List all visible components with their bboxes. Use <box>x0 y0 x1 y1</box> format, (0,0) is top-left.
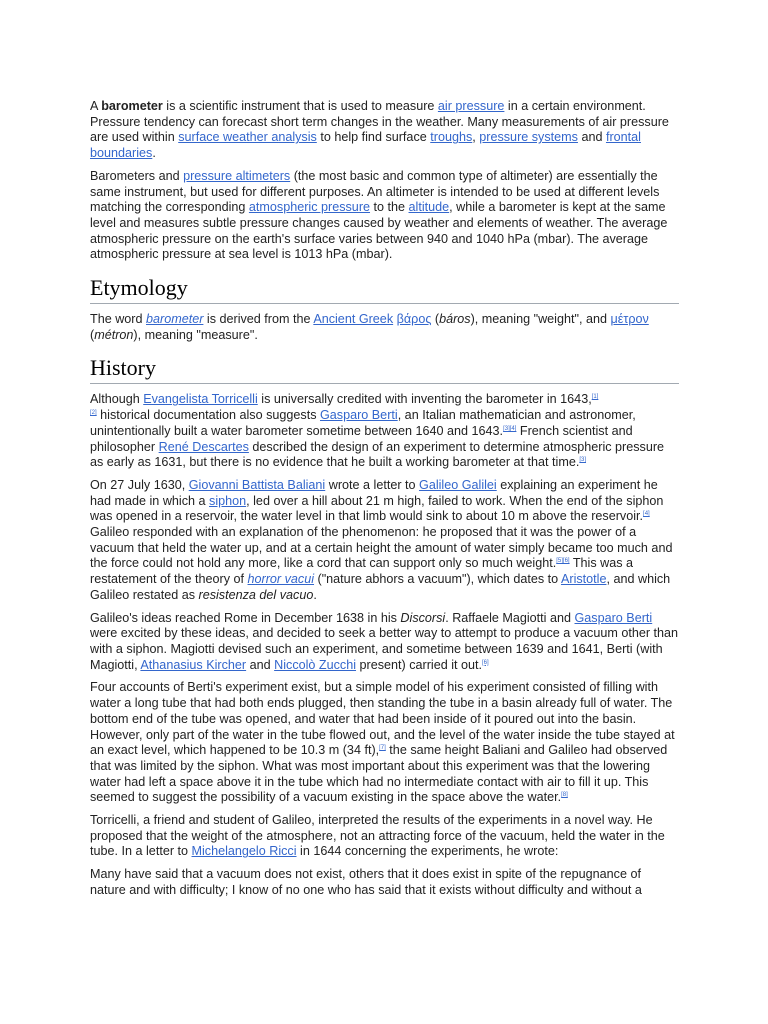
citation-ref <box>90 410 97 416</box>
history-paragraph-4: Four accounts of Berti's experiment exist, but a simple model of his experiment consisted of filling with water a long tube that had both ends plugged, then standing the tube in a basin already full of water. The bottom end of the tube was opened, and water that had been inside of it poured out into the basin. However, only part of the water in the tube flowed out, and the level of the water inside the tube stayed at an exact level, which happened to be 10.3 m (34 ft),[7] the same height Baliani and Galileo had observed that was limited by the siphon. What was most important about this experiment was that the lowering water had left a space above it in the tube which had no intermediate contact with air to fill it up. This seemed to suggest the possibility of a vacuum existing in the space above the water.[8] <box>90 680 675 805</box>
history-paragraph-1: Although Evangelista Torricelli is universally credited with inventing the barometer in 1643,[1] [2] historical documentation also suggests Gasparo Berti, an Italian mathematician and astronomer, unintentionally built a water barometer sometime between 1640 and 1643.[3][4] French scientist and philosopher René Descartes described the design of an experiment to determine atmospheric pressure as early as 1631, but there is no evidence that he built a working barometer at that time.[3] <box>90 392 665 470</box>
etymology-paragraph: The word barometer is derived from the Ancient Greek βάρος (báros), meaning "weight", and μέτρον (métron), meaning "measure". <box>90 312 649 342</box>
heading-etymology: Etymology <box>90 275 679 304</box>
citation-link[interactable]: [4] <box>643 511 650 518</box>
link-evangelista-torricelli[interactable]: Evangelista Torricelli <box>143 392 258 407</box>
link-baros[interactable]: βάρος <box>396 312 432 327</box>
citation-ref <box>561 792 568 798</box>
intro-paragraph-1: A barometer is a scientific instrument that is used to measure air pressure in a certain environment. Pressure tendency can forecast short term changes in the weather. Many measurements of air pressure are used within surface weather analysis to help find surface troughs, pressure systems and frontal boundaries. <box>90 99 669 161</box>
term-resistenza-del-vacuo: resistenza del vacuo <box>198 587 314 602</box>
link-altitude[interactable]: altitude <box>408 200 450 215</box>
citation-link[interactable]: [8] <box>561 792 568 799</box>
link-pressure-altimeters[interactable]: pressure altimeters <box>183 168 291 183</box>
link-surface-weather-analysis[interactable]: surface weather analysis <box>178 130 317 145</box>
history-paragraph-2: On 27 July 1630, Giovanni Battista Baliani wrote a letter to Galileo Galilei explaining an experiment he had made in which a siphon, led over a hill about 21 m high, failed to work. When the end of the siphon was opened in a reservoir, the water level in that limb would sink to about 10 m above the reservoir.[4] Galileo responded with an explanation of the phenomenon: he proposed that it was the power of a vacuum that held the water up, and at a certain height the amount of water simply became too much and the force could not hold any more, like a cord that can support only so much weight.[5][6] This was a restatement of the theory of horror vacui ("nature abhors a vacuum"), which dates to Aristotle, and which Galileo restated as resistenza del vacuo. <box>90 477 673 602</box>
link-metron[interactable]: μέτρον <box>610 312 649 327</box>
history-paragraph-5: Torricelli, a friend and student of Galileo, interpreted the results of the experiments in a novel way. He proposed that the weight of the atmosphere, not an attracting force of the vacuum, held the water in the tube. In a letter to Michelangelo Ricci in 1644 concerning the experiments, he wrote: <box>90 813 665 859</box>
citation-ref <box>482 660 489 666</box>
link-athanasius-kircher[interactable]: Athanasius Kircher <box>140 657 247 672</box>
translit-baros: báros <box>439 312 471 327</box>
torricelli-quote: Many have said that a vacuum does not exist, others that it does exist in spite of the repugnance of nature and with difficulty; I know of no one who has said that it exists without difficulty and without a <box>90 867 642 897</box>
citation-ref <box>379 745 386 751</box>
citation-link[interactable]: [1] <box>591 394 599 401</box>
citation-ref <box>643 511 650 517</box>
article-body <box>90 99 679 906</box>
citation-link[interactable]: [5][6] <box>556 558 570 565</box>
citation-ref <box>556 558 569 564</box>
history-paragraph-3: Galileo's ideas reached Rome in December 1638 in his Discorsi. Raffaele Magiotti and Gasparo Berti were excited by these ideas, and decided to seek a better way to attempt to produce a vacuum other than with a siphon. Magiotti devised such an experiment, and sometime between 1639 and 1641, Berti (with Magiotti, Athanasius Kircher and Niccolò Zucchi present) carried it out.[6] <box>90 610 679 672</box>
term-barometer: barometer <box>101 99 163 113</box>
citation-link[interactable]: [6] <box>482 659 489 666</box>
heading-history: History <box>90 355 679 384</box>
citation-ref <box>503 426 516 432</box>
link-galileo-galilei[interactable]: Galileo Galilei <box>419 477 497 492</box>
link-siphon[interactable]: siphon <box>209 493 247 508</box>
translit-metron: métron <box>94 327 134 342</box>
link-niccolo-zucchi[interactable]: Niccolò Zucchi <box>274 657 357 672</box>
link-horror-vacui[interactable]: horror vacui <box>247 572 315 587</box>
link-frontal-boundaries[interactable]: frontal boundaries <box>90 130 641 161</box>
citation-link[interactable]: [3][4] <box>503 425 517 432</box>
link-pressure-systems[interactable]: pressure systems <box>479 130 578 145</box>
citation-link[interactable]: [3] <box>579 457 587 464</box>
link-gasparo-berti[interactable]: Gasparo Berti <box>319 408 398 423</box>
link-gasparo-berti[interactable]: Gasparo Berti <box>574 610 653 625</box>
citation-ref <box>592 394 599 400</box>
link-giovanni-battista-baliani[interactable]: Giovanni Battista Baliani <box>188 477 326 492</box>
link-troughs[interactable]: troughs <box>430 130 473 145</box>
link-barometer[interactable]: barometer <box>146 312 204 327</box>
link-michelangelo-ricci[interactable]: Michelangelo Ricci <box>191 844 297 859</box>
intro-paragraph-2: Barometers and pressure altimeters (the most basic and common type of altimeter) are essentially the same instrument, but used for different purposes. An altimeter is intended to be used at different levels matching the corresponding atmospheric pressure to the altitude, while a barometer is kept at the same level and measures subtle pressure changes caused by weather and elements of weather. The average atmospheric pressure on the earth's surface varies between 940 and 1040 hPa (mbar). The average atmospheric pressure at sea level is 1013 hPa (mbar). <box>90 168 668 262</box>
term-discorsi: Discorsi <box>400 610 446 625</box>
citation-ref <box>579 457 586 463</box>
citation-link[interactable]: [2] <box>90 410 97 417</box>
link-ancient-greek[interactable]: Ancient Greek <box>313 312 394 327</box>
link-aristotle[interactable]: Aristotle <box>560 572 607 587</box>
citation-link[interactable]: [7] <box>379 745 386 752</box>
link-atmospheric-pressure[interactable]: atmospheric pressure <box>248 200 371 215</box>
link-rene-descartes[interactable]: René Descartes <box>158 439 249 454</box>
link-air-pressure[interactable]: air pressure <box>437 99 505 113</box>
